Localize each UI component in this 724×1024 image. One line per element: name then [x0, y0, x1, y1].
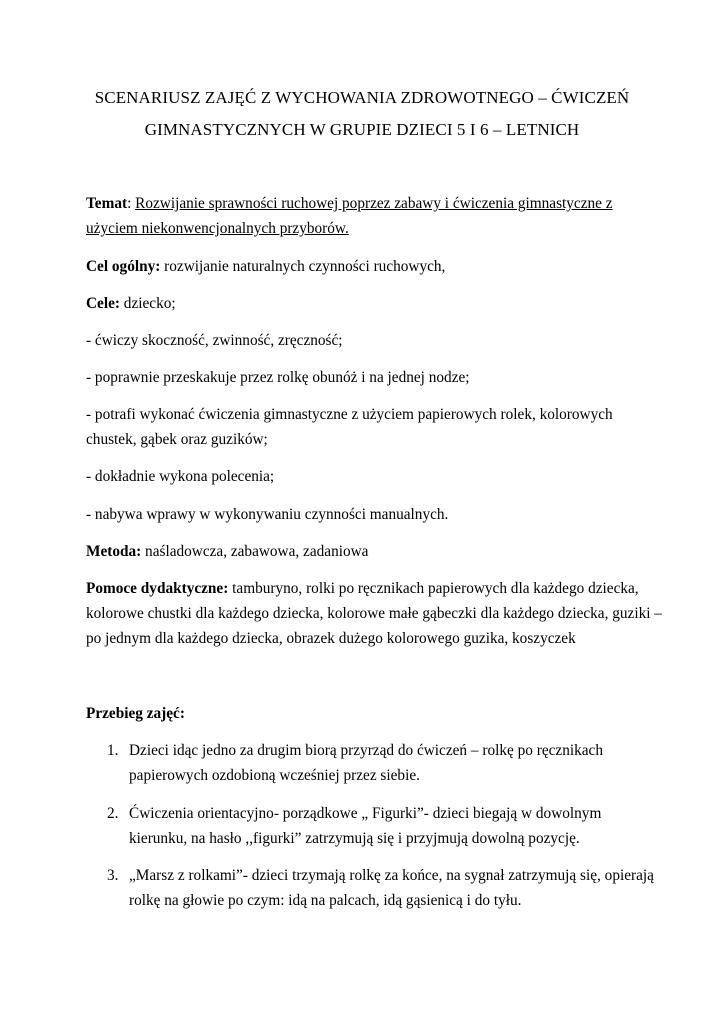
step-number: 3. — [107, 867, 119, 884]
cele-item: - dokładnie wykona polecenia; — [86, 468, 275, 485]
pomoce-line-3: po jednym dla każdego dziecka, obrazek dużego kolorowego guzika, koszyczek — [86, 630, 576, 647]
metoda-label: Metoda: — [86, 543, 142, 560]
pomoce-label: Pomoce dydaktyczne: — [86, 580, 229, 597]
step-text-line-2: kierunku, na hasło ,,figurki” zatrzymują się i przyjmują dowolną pozycję. — [129, 830, 580, 847]
cele-item: chustek, gąbek oraz guzików; — [86, 431, 268, 448]
cele-label: Cele: — [86, 295, 120, 312]
temat-label: Temat — [86, 195, 128, 212]
cele — [86, 295, 176, 313]
step-text-line-2: papierowych ozdobioną wcześniej przez siebie. — [129, 767, 420, 784]
step-text-line-1: Dzieci idąc jedno za drugim biorą przyrząd do ćwiczeń – rolkę po ręcznikach — [129, 742, 603, 759]
cel-ogolny-label: Cel ogólny: — [86, 258, 161, 275]
pomoce-text-1: tamburyno, rolki po ręcznikach papierowych dla każdego dziecka, — [228, 580, 639, 597]
pomoce-line-2: kolorowe chustki dla każdego dziecka, kolorowe małe gąbeczki dla każdego dziecka, guziki – — [86, 605, 662, 622]
step-text-line-2: rolkę na głowie po czym: idą na palcach, idą gąsienicą i do tyłu. — [129, 892, 522, 909]
temat-text-2: użyciem niekonwencjonalnych przyborów. — [86, 220, 349, 237]
temat-line-1 — [86, 195, 613, 213]
przebieg-heading: Przebieg zajęć: — [86, 705, 185, 722]
cele-text: dziecko; — [119, 295, 176, 312]
cele-item: - potrafi wykonać ćwiczenia gimnastyczne z użyciem papierowych rolek, kolorowych — [86, 406, 613, 423]
step-text-line-1: „Marsz z rolkami”- dzieci trzymają rolkę za końce, na sygnał zatrzymują się, opierają — [129, 867, 654, 884]
document-title-line-1: SCENARIUSZ ZAJĘĆ Z WYCHOWANIA ZDROWOTNEGO – ĆWICZEŃ — [94, 88, 630, 107]
temat-text-1: Rozwijanie sprawności ruchowej poprzez zabawy i ćwiczenia gimnastyczne z — [135, 195, 613, 212]
cele-item: - poprawnie przeskakuje przez rolkę obunóż i na jednej nodze; — [86, 369, 470, 386]
temat-line-2 — [86, 220, 349, 238]
document-title-line-2: GIMNASTYCZNYCH W GRUPIE DZIECI 5 I 6 – LETNICH — [144, 120, 580, 139]
pomoce-line-1 — [86, 580, 639, 598]
cele-item: - ćwiczy skoczność, zwinność, zręczność; — [86, 332, 343, 349]
step-number: 2. — [107, 805, 119, 822]
step-number: 1. — [107, 742, 119, 759]
cele-item: - nabywa wprawy w wykonywaniu czynności manualnych. — [86, 506, 449, 523]
metoda-text: naśladowcza, zabawowa, zadaniowa — [141, 543, 369, 560]
step-text-line-1: Ćwiczenia orientacyjno- porządkowe „ Figurki”- dzieci biegają w dowolnym — [129, 805, 602, 822]
temat-colon: : — [127, 195, 136, 212]
cel-ogolny — [86, 258, 445, 276]
cel-ogolny-text: rozwijanie naturalnych czynności ruchowych, — [160, 258, 446, 275]
metoda — [86, 543, 368, 561]
